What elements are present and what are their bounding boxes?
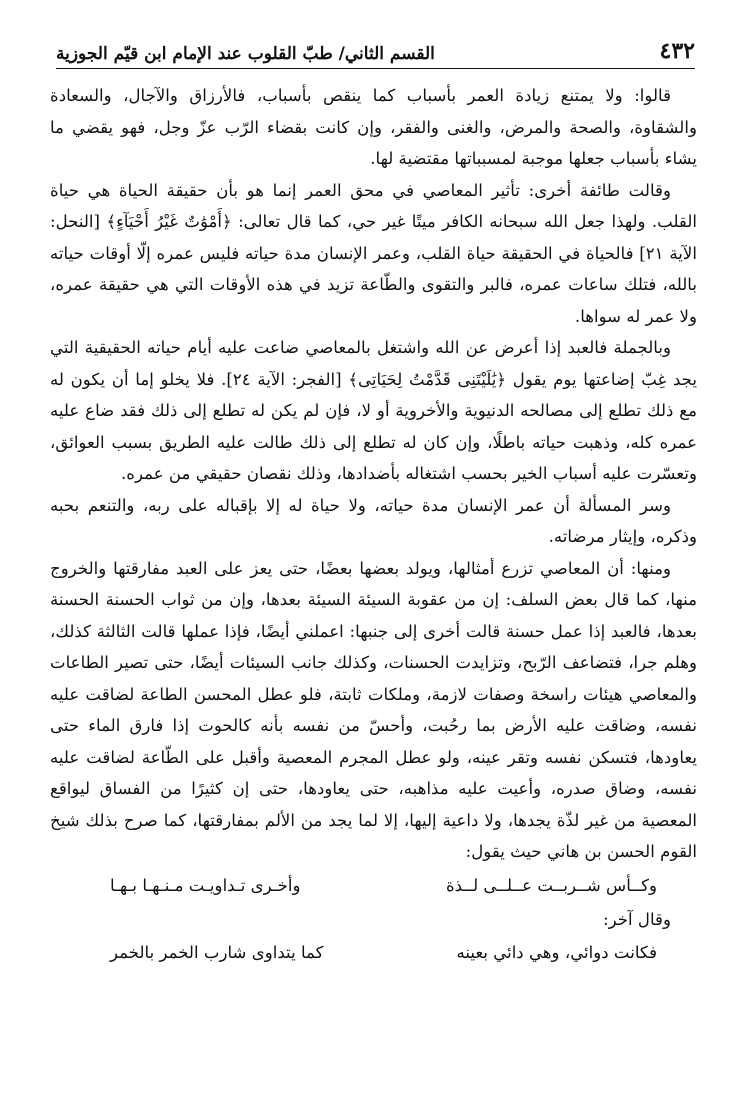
second-hemistich: كما يتداوى شارب الخمر بالخمر — [110, 943, 324, 962]
paragraph: وسر المسألة أن عمر الإنسان مدة حياته، ولا حياة له إلا بإقباله على ربه، والتنعم بحبه وذكره، وإيثار مرضاته. — [50, 495, 697, 546]
paragraph: قالوا: ولا يمتنع زيادة العمر بأسباب كما ينقص بأسباب، فالأرزاق والآجال، والسعادة والشقاوة، والصحة والمرض، والغنى والفقر، وإن كانت بقضاء الرّب عزّ وجل، فهو يقضي ما يشاء بأسباب جعلها موجبة لمسبباتها مقتضية لها. — [50, 86, 697, 168]
first-hemistich: فكانت دوائي، وهي دائي بعينه — [456, 943, 657, 962]
paragraph: وقالت طائفة أخرى: تأثير المعاصي في محق العمر إنما هو بأن حقيقة الحياة هي حياة القلب. ولهذا جعل الله سبحانه الكافر ميتًا غير حي، كما قال تعالى: ﴿أَمْوَٰتٌ غَيْرُ أَحْيَآءٍ﴾ [النحل: الآية ٢١] فالحياة في الحقيقة حياة القلب، وعمر الإنسان مدة حياته فليس عمره إلّا أوقات حياته بالله، فتلك ساعات عمره، فالبر والتقوى والطّاعة تزيد في هذه الأوقات التي هي حقيقة عمره، ولا عمر له سواها. — [50, 180, 697, 326]
page-body — [50, 80, 697, 971]
first-hemistich: وكــأس شــربــت عــلــى لــذة — [445, 875, 657, 895]
second-hemistich: وأخـرى تـداويـت مـنـهـا بـهـا — [110, 875, 301, 895]
paragraph: وبالجملة فالعبد إذا أعرض عن الله واشتغل بالمعاصي ضاعت عليه أيام حياته الحقيقية التي يجد غِبّ إضاعتها يوم يقول ﴿يَٰلَيْتَنِى قَدَّمْتُ لِحَيَاتِى﴾ [الفجر: الآية ٢٤]. فلا يخلو إما أن يكون له مع ذلك تطلع إلى مصالحه الدنيوية والأخروية أو لا، فإن لم يكن له تطلع إلى ذلك فقد ضاع عليه عمره كله، وذهبت حياته باطلًا، وإن كان له تطلع إلى ذلك طالت عليه الطريق بسبب العوائق، وتعسّرت عليه أسباب الخير بحسب اشتغاله بأضدادها، وذلك نقصان حقيقي من عمره. — [50, 338, 697, 483]
poem-verse-2 — [110, 935, 657, 971]
poem-verse-1 — [110, 868, 657, 904]
poem-intro: وقال آخر: — [603, 909, 671, 929]
page-header — [56, 30, 695, 69]
page-number: ٤٣٢ — [659, 38, 695, 64]
paragraph: ومنها: أن المعاصي تزرع أمثالها، ويولد بعضها بعضًا، حتى يعز على العبد مفارقتها والخروج منها، كما قال بعض السلف: إن من عقوبة السيئة السيئة بعدها، وإن من ثواب الحسنة الحسنة بعدها، فالعبد إذا عمل حسنة قالت أخرى إلى جنبها: اعملني أيضًا، فإذا عملها قالت الثالثة كذلك، وهلم جرا، فتضاعف الرّبح، وتزايدت الحسنات، وكذلك جانب السيئات أيضًا، حتى تصير الطاعات والمعاصي هيئات راسخة وصفات لازمة، وملكات ثابتة، فلو عطل المحسن الطاعة لضاقت عليه نفسه، وضاقت عليه الأرض بما رحُبت، وأحسّ من نفسه بأنه كالحوت إذا فارق الماء حتى يعاودها، فتسكن نفسه وتقر عينه، ولو عطل المجرم المعصية وأقبل على الطّاعة لضاقت عليه نفسه، وضاق صدره، وأعيت عليه مذاهبه، حتى يعاودها، حتى إن كثيرًا من الفساق ليواقع المعصية من غير لذّة يجدها، ولا داعية إليها، إلا لما يجد من الألم بمفارقتها، كما صرح بذلك شيخ القوم الحسن بن هاني حيث يقول: — [50, 558, 697, 861]
running-title: القسم الثاني/ طبّ القلوب عند الإمام ابن قيّم الجوزية — [56, 44, 435, 64]
